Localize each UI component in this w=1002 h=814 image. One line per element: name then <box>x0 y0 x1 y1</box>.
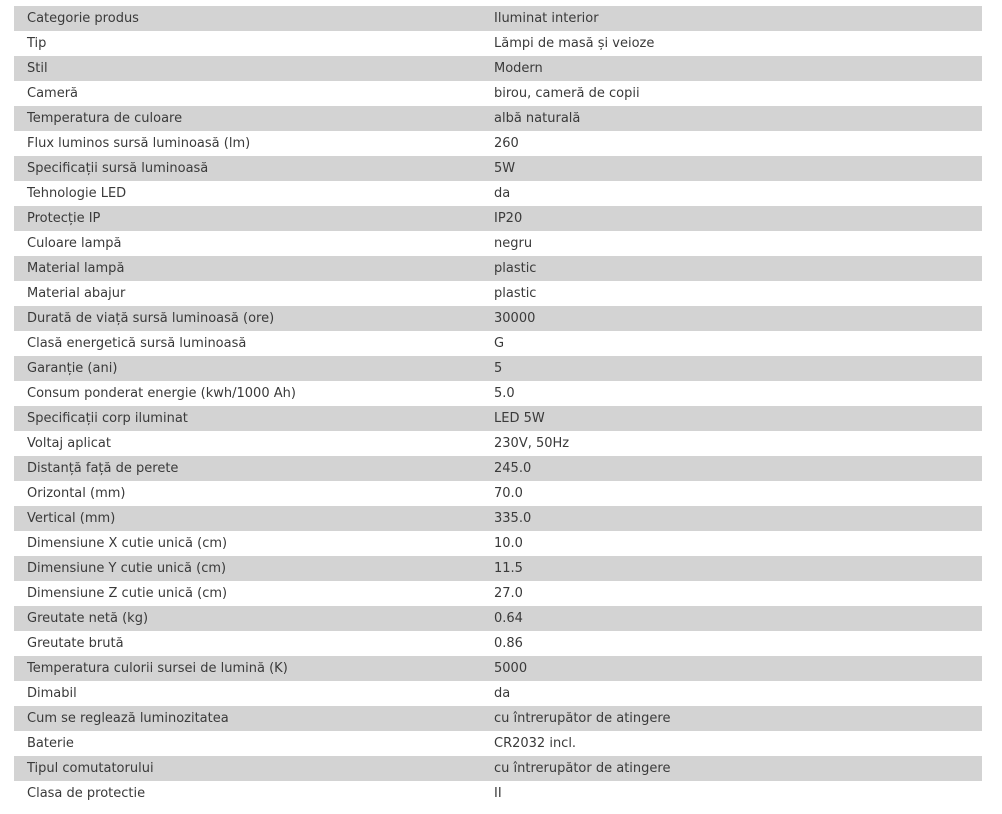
spec-value: CR2032 incl. <box>494 736 577 751</box>
spec-label: Temperatura culorii sursei de lumină (K) <box>27 661 288 676</box>
product-specifications-table <box>14 6 982 806</box>
spec-value: plastic <box>494 286 537 301</box>
spec-row <box>14 181 982 206</box>
spec-row <box>14 56 982 81</box>
spec-row <box>14 706 982 731</box>
spec-value: 245.0 <box>494 461 532 476</box>
spec-row <box>14 381 982 406</box>
spec-value: cu întrerupător de atingere <box>494 761 671 776</box>
spec-value: 335.0 <box>494 511 532 526</box>
spec-row <box>14 756 982 781</box>
spec-value: 70.0 <box>494 486 523 501</box>
spec-row <box>14 656 982 681</box>
spec-row <box>14 106 982 131</box>
spec-label: Dimensiune X cutie unică (cm) <box>27 536 228 551</box>
spec-row <box>14 431 982 456</box>
spec-value: Modern <box>494 61 543 76</box>
spec-value: cu întrerupător de atingere <box>494 711 671 726</box>
spec-row <box>14 6 982 31</box>
spec-value: II <box>494 786 502 801</box>
spec-row <box>14 456 982 481</box>
spec-label: Specificații corp iluminat <box>27 411 188 426</box>
spec-row <box>14 481 982 506</box>
spec-value: plastic <box>494 261 537 276</box>
spec-label: Cameră <box>27 86 79 101</box>
spec-label: Orizontal (mm) <box>27 486 126 501</box>
spec-value: IP20 <box>494 211 523 226</box>
spec-row <box>14 606 982 631</box>
spec-value: G <box>494 336 505 351</box>
spec-value: 5 <box>494 361 503 376</box>
spec-label: Baterie <box>27 736 74 751</box>
spec-row <box>14 306 982 331</box>
spec-value: 230V, 50Hz <box>494 436 570 451</box>
spec-row <box>14 281 982 306</box>
spec-label: Distanță față de perete <box>27 461 179 476</box>
spec-row <box>14 156 982 181</box>
spec-row <box>14 356 982 381</box>
spec-label: Dimensiune Y cutie unică (cm) <box>27 561 227 576</box>
spec-row <box>14 81 982 106</box>
spec-row <box>14 206 982 231</box>
spec-row <box>14 781 982 806</box>
spec-label: Clasă energetică sursă luminoasă <box>27 336 247 351</box>
spec-label: Garanție (ani) <box>27 361 118 376</box>
spec-value: LED 5W <box>494 411 545 426</box>
spec-label: Greutate netă (kg) <box>27 611 149 626</box>
spec-value: 5000 <box>494 661 528 676</box>
spec-value: da <box>494 186 511 201</box>
spec-label: Voltaj aplicat <box>27 436 111 451</box>
spec-label: Cum se reglează luminozitatea <box>27 711 229 726</box>
spec-row <box>14 631 982 656</box>
spec-label: Durată de viață sursă luminoasă (ore) <box>27 311 275 326</box>
spec-value: birou, cameră de copii <box>494 86 640 101</box>
spec-row <box>14 256 982 281</box>
spec-row <box>14 681 982 706</box>
spec-row <box>14 531 982 556</box>
spec-value: da <box>494 686 511 701</box>
spec-label: Vertical (mm) <box>27 511 116 526</box>
spec-row <box>14 131 982 156</box>
spec-label: Flux luminos sursă luminoasă (lm) <box>27 136 251 151</box>
spec-row <box>14 331 982 356</box>
spec-row <box>14 506 982 531</box>
spec-row <box>14 31 982 56</box>
spec-value: 260 <box>494 136 519 151</box>
spec-label: Consum ponderat energie (kwh/1000 Ah) <box>27 386 296 401</box>
spec-label: Protecție IP <box>27 211 101 226</box>
spec-label: Categorie produs <box>27 11 139 26</box>
spec-value: 0.86 <box>494 636 523 651</box>
spec-label: Dimensiune Z cutie unică (cm) <box>27 586 228 601</box>
spec-row <box>14 556 982 581</box>
spec-value: 27.0 <box>494 586 523 601</box>
spec-label: Tehnologie LED <box>27 186 127 201</box>
spec-value: 11.5 <box>494 561 523 576</box>
spec-row <box>14 231 982 256</box>
spec-value: 30000 <box>494 311 536 326</box>
spec-label: Culoare lampă <box>27 236 122 251</box>
spec-value: 5.0 <box>494 386 515 401</box>
spec-label: Tip <box>27 36 47 51</box>
spec-row <box>14 581 982 606</box>
spec-value: 0.64 <box>494 611 523 626</box>
spec-row <box>14 406 982 431</box>
spec-label: Tipul comutatorului <box>27 761 154 776</box>
spec-value: negru <box>494 236 533 251</box>
spec-label: Material lampă <box>27 261 125 276</box>
spec-label: Greutate brută <box>27 636 124 651</box>
spec-value: 10.0 <box>494 536 523 551</box>
spec-row <box>14 731 982 756</box>
spec-value: Lămpi de masă și veioze <box>494 36 655 51</box>
spec-value: 5W <box>494 161 516 176</box>
spec-value: albă naturală <box>494 111 581 126</box>
spec-label: Stil <box>27 61 48 76</box>
spec-value: Iluminat interior <box>494 11 599 26</box>
spec-label: Temperatura de culoare <box>27 111 183 126</box>
spec-label: Specificații sursă luminoasă <box>27 161 209 176</box>
spec-label: Clasa de protectie <box>27 786 146 801</box>
spec-label: Material abajur <box>27 286 126 301</box>
spec-label: Dimabil <box>27 686 77 701</box>
